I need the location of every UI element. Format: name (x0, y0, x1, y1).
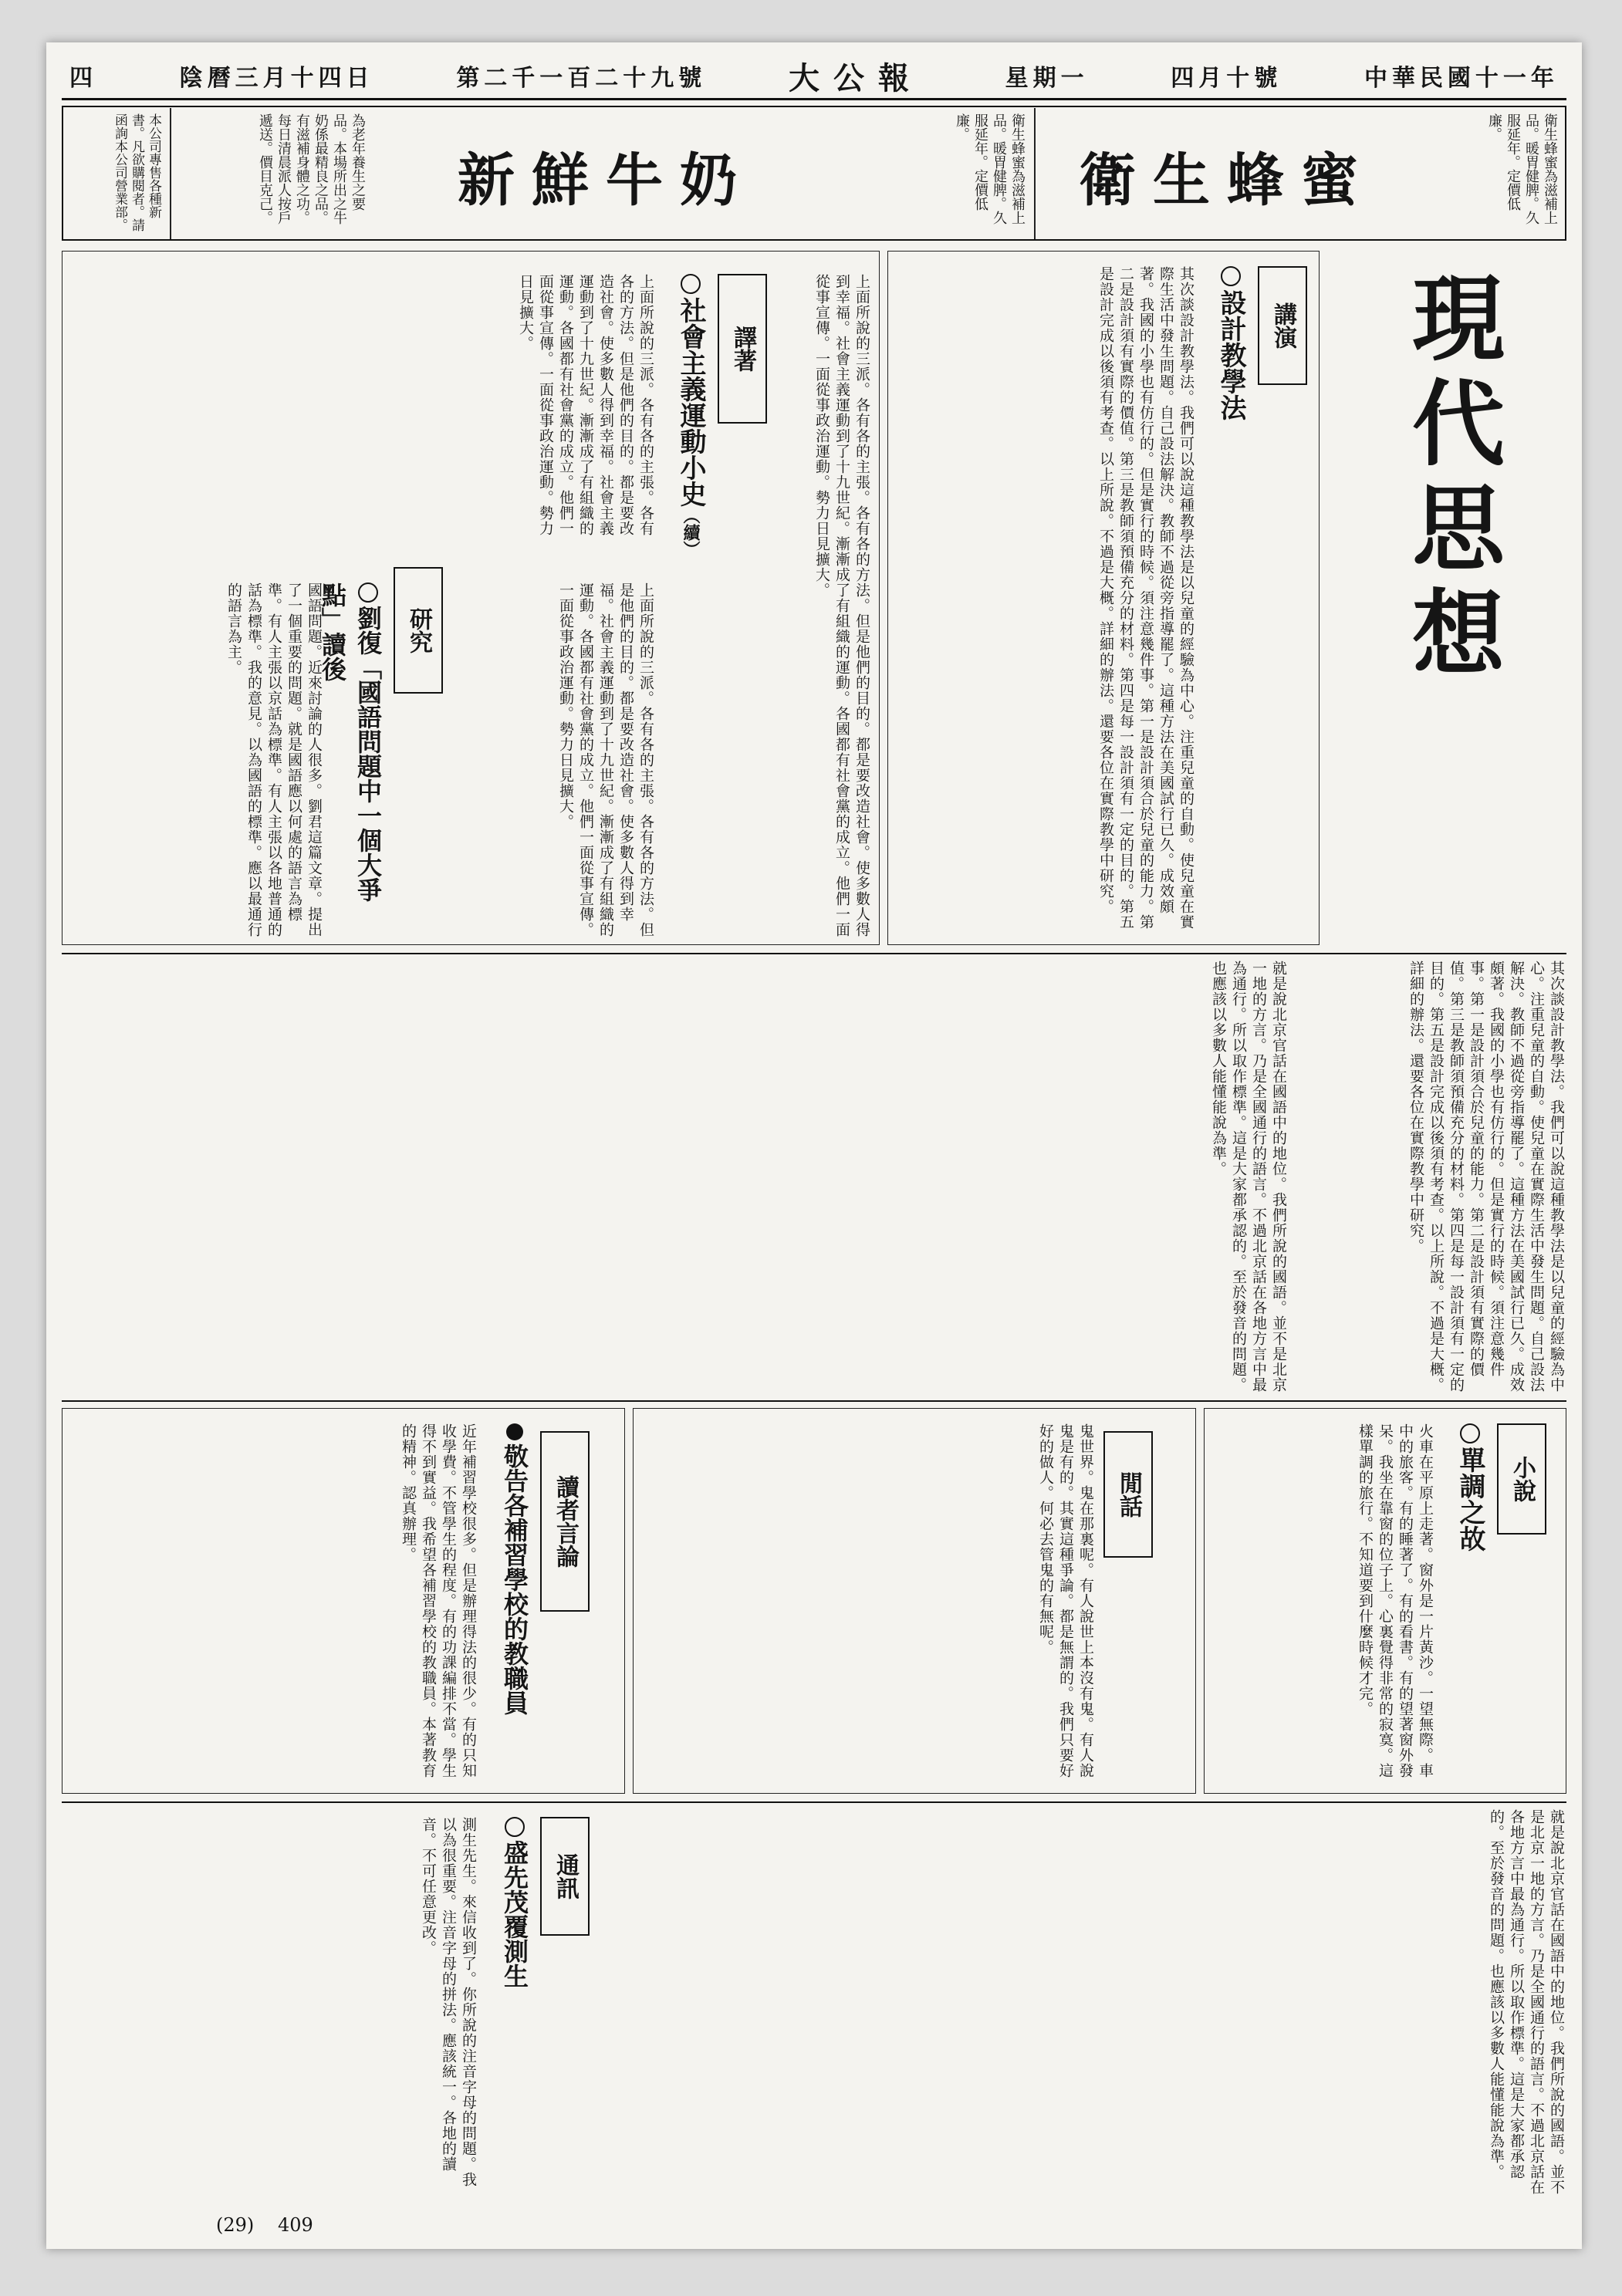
date-mid: 四月十號 (1171, 65, 1282, 92)
novel-title: 單調之故 (1443, 1423, 1489, 1624)
circle-bullet-icon (505, 1817, 525, 1837)
socialism-body-cont: 上面所說的三派。各有各的主張。各有各的方法。但是他們的目的。都是要改造社會。使多數人得到幸福。社會主義運動到了十九世紀。漸漸成了有組織的運動。各國都有社會黨的成立。他們一面從事宣傳。一面從事政治運動。勢力日見擴大。 (813, 274, 870, 937)
lecture-title: 設計教學法 (1204, 266, 1250, 459)
circle-bullet-icon (358, 582, 378, 603)
page-number: 四 (69, 65, 97, 92)
lower-continuation: 就是說北京官話在國語中的地位。我們所說的國語。並不是北京一地的方言。乃是全國通行的語言。不過北京話在各地方言中最為通行。所以取作標準。這是大家都承認的。至於發音的問題。也應該以多數人能懂能說為準。 (1488, 1809, 1565, 2195)
news-title: 盛先茂覆測生 (486, 1817, 532, 2048)
lecture-tag: 講演 (1258, 266, 1307, 385)
socialism-body: 上面所說的三派。各有各的主張。各有各的方法。但是他們的目的。都是要改造社會。使多數人得到幸福。社會主義運動到了十九世紀。漸漸成了有組織的運動。各國都有社會黨的成立。他們一面從事宣傳。一面從事政治運動。勢力日見擴大。 (517, 274, 654, 536)
news-tag: 通訊 (540, 1817, 590, 1936)
bottom-rule (62, 1801, 1566, 1803)
ad-divider (170, 108, 171, 239)
masthead-rule (62, 98, 1566, 100)
socialism-body-lower: 上面所說的三派。各有各的主張。各有各的方法。但是他們的目的。都是要改造社會。使多數人得到幸福。社會主義運動到了十九世紀。漸漸成了有組織的運動。各國都有社會黨的成立。他們一面從事宣傳。一面從事政治運動。勢力日見擴大。 (557, 582, 654, 937)
chat-tag: 閒話 (1103, 1431, 1153, 1558)
novel-tag: 小說 (1497, 1423, 1546, 1535)
honey-ad-body: 衛生蜂蜜為滋補上品。暖胃健脾。久服延年。定價低廉。 (954, 113, 1026, 225)
paper-name: 大公報 (788, 59, 923, 96)
readers-title: 敬告各補習學校的教職員 (486, 1423, 532, 1778)
lecture-continuation: 其次談設計教學法。我們可以說這種教學法是以兒童的經驗為中心。注重兒童的自動。使兒童在實際生活中發生問題。自己設法解決。教師不過從旁指導罷了。這種方法在美國試行已久。成效頗著。我國的小學也有仿行的。但是實行的時候。須注意幾件事。第一是設計須合於兒童的能力。第二是設計須有實際的價值。第三是教師須預備充分的材料。第四是每一設計須有一定的目的。第五是設計完成以後須有考查。以上所說。不過是大概。詳細的辦法。還要各位在實際教學中研究。 (1407, 961, 1565, 1393)
small-ad: 本公司專售各種新書。凡欲購閱者。請函詢本公司營業部。 (112, 113, 161, 231)
date-year: 中華民國十一年 (1363, 65, 1559, 92)
readers-tag: 讀者言論 (540, 1431, 590, 1612)
lecture-body: 其次談設計教學法。我們可以說這種教學法是以兒童的經驗為中心。注重兒童的自動。使兒童在實際生活中發生問題。自己設法解決。教師不過從旁指導罷了。這種方法在美國試行已久。成效頗著。我國的小學也有仿行的。但是實行的時候。須注意幾件事。第一是設計須合於兒童的能力。第二是設計須有實際的價值。第三是教師須預備充分的材料。第四是每一設計須有一定的目的。第五是設計完成以後須有考查。以上所說。不過是大概。詳細的辦法。還要各位在實際教學中研究。 (1097, 266, 1195, 930)
milk-ad-body: 為老年養生之要品。本場所出之牛奶係最精良之品。有滋補身體之功。每日清晨派人按戶遞送。價目克己。 (257, 113, 366, 225)
circle-bullet-icon (1221, 266, 1241, 286)
footer-right-number: 409 (278, 2214, 313, 2236)
main-continuation: 就是說北京官話在國語中的地位。我們所說的國語。並不是北京一地的方言。乃是全國通行的語言。不過北京話在各地方言中最為通行。所以取作標準。這是大家都承認的。至於發音的問題。也應該以多數人能懂能說為準。 (1210, 961, 1287, 1393)
research-tag: 研究 (394, 567, 443, 694)
research-title: 劉復「國語問題中一個大爭點」讀後 (318, 582, 383, 902)
lunar-date: 陰曆三月十四日 (179, 65, 374, 92)
milk-ad-title: 新鮮牛奶 (458, 147, 754, 214)
section-title-box (1312, 255, 1566, 787)
dot-bullet-icon (506, 1423, 523, 1440)
honey-ad-body-2: 衛生蜂蜜為滋補上品。暖胃健脾。久服延年。定價低廉。 (1486, 113, 1558, 225)
weekday: 星期一 (1005, 65, 1089, 92)
circle-bullet-icon (1460, 1423, 1480, 1443)
section-title: 現代思想 (1397, 270, 1505, 690)
ad-divider-2 (1034, 108, 1036, 239)
newspaper-page (46, 42, 1582, 2249)
chat-body: 鬼世界。鬼在那裏呢。有人說世上本沒有鬼。有人說鬼是有的。其實這種爭論。都是無謂的。我們只要好好的做人。何必去管鬼的有無呢。 (1037, 1423, 1094, 1778)
translation-tag: 譯著 (718, 274, 767, 424)
masthead (69, 58, 1559, 96)
news-anchor (62, 1601, 247, 1693)
novel-body: 火車在平原上走著。窗外是一片黃沙。一望無際。車中的旅客。有的睡著了。有的看書。有的望著窗外發呆。我坐在靠窗的位子上。心裏覺得非常的寂寞。這樣單調的旅行。不知道要到什麼時候才完。 (1357, 1423, 1434, 1778)
lower-rule (62, 1400, 1566, 1402)
news-body: 測生先生。來信收到了。你所說的注音字母的問題。我以為很重要。注音字母的拼法。應該統一。各地的讀音。不可任意更改。 (420, 1817, 477, 2187)
research-body: 國語問題。近來討論的人很多。劉君這篇文章。提出了一個重要的問題。就是國語應以何處的語言為標準。有人主張以京話為標準。有人主張以各地普通的話為標準。我的意見。以為國語的標準。應以最通行的語言為主。 (225, 582, 323, 937)
footer-left-number: (29) (216, 2214, 255, 2236)
socialism-title: 社會主義運動小史（續） (664, 274, 710, 598)
honey-ad-title: 衛生蜂蜜 (1079, 147, 1375, 214)
readers-body: 近年補習學校很多。但是辦理得法的很少。有的只知收學費。不管學生的程度。有的功課編排不當。學生得不到實益。我希望各補習學校的教職員。本著教育的精神。認真辦理。 (400, 1423, 477, 1778)
mid-rule (62, 953, 1566, 954)
circle-bullet-icon (681, 274, 701, 294)
issue-number: 第二千一百二十九號 (456, 65, 707, 92)
